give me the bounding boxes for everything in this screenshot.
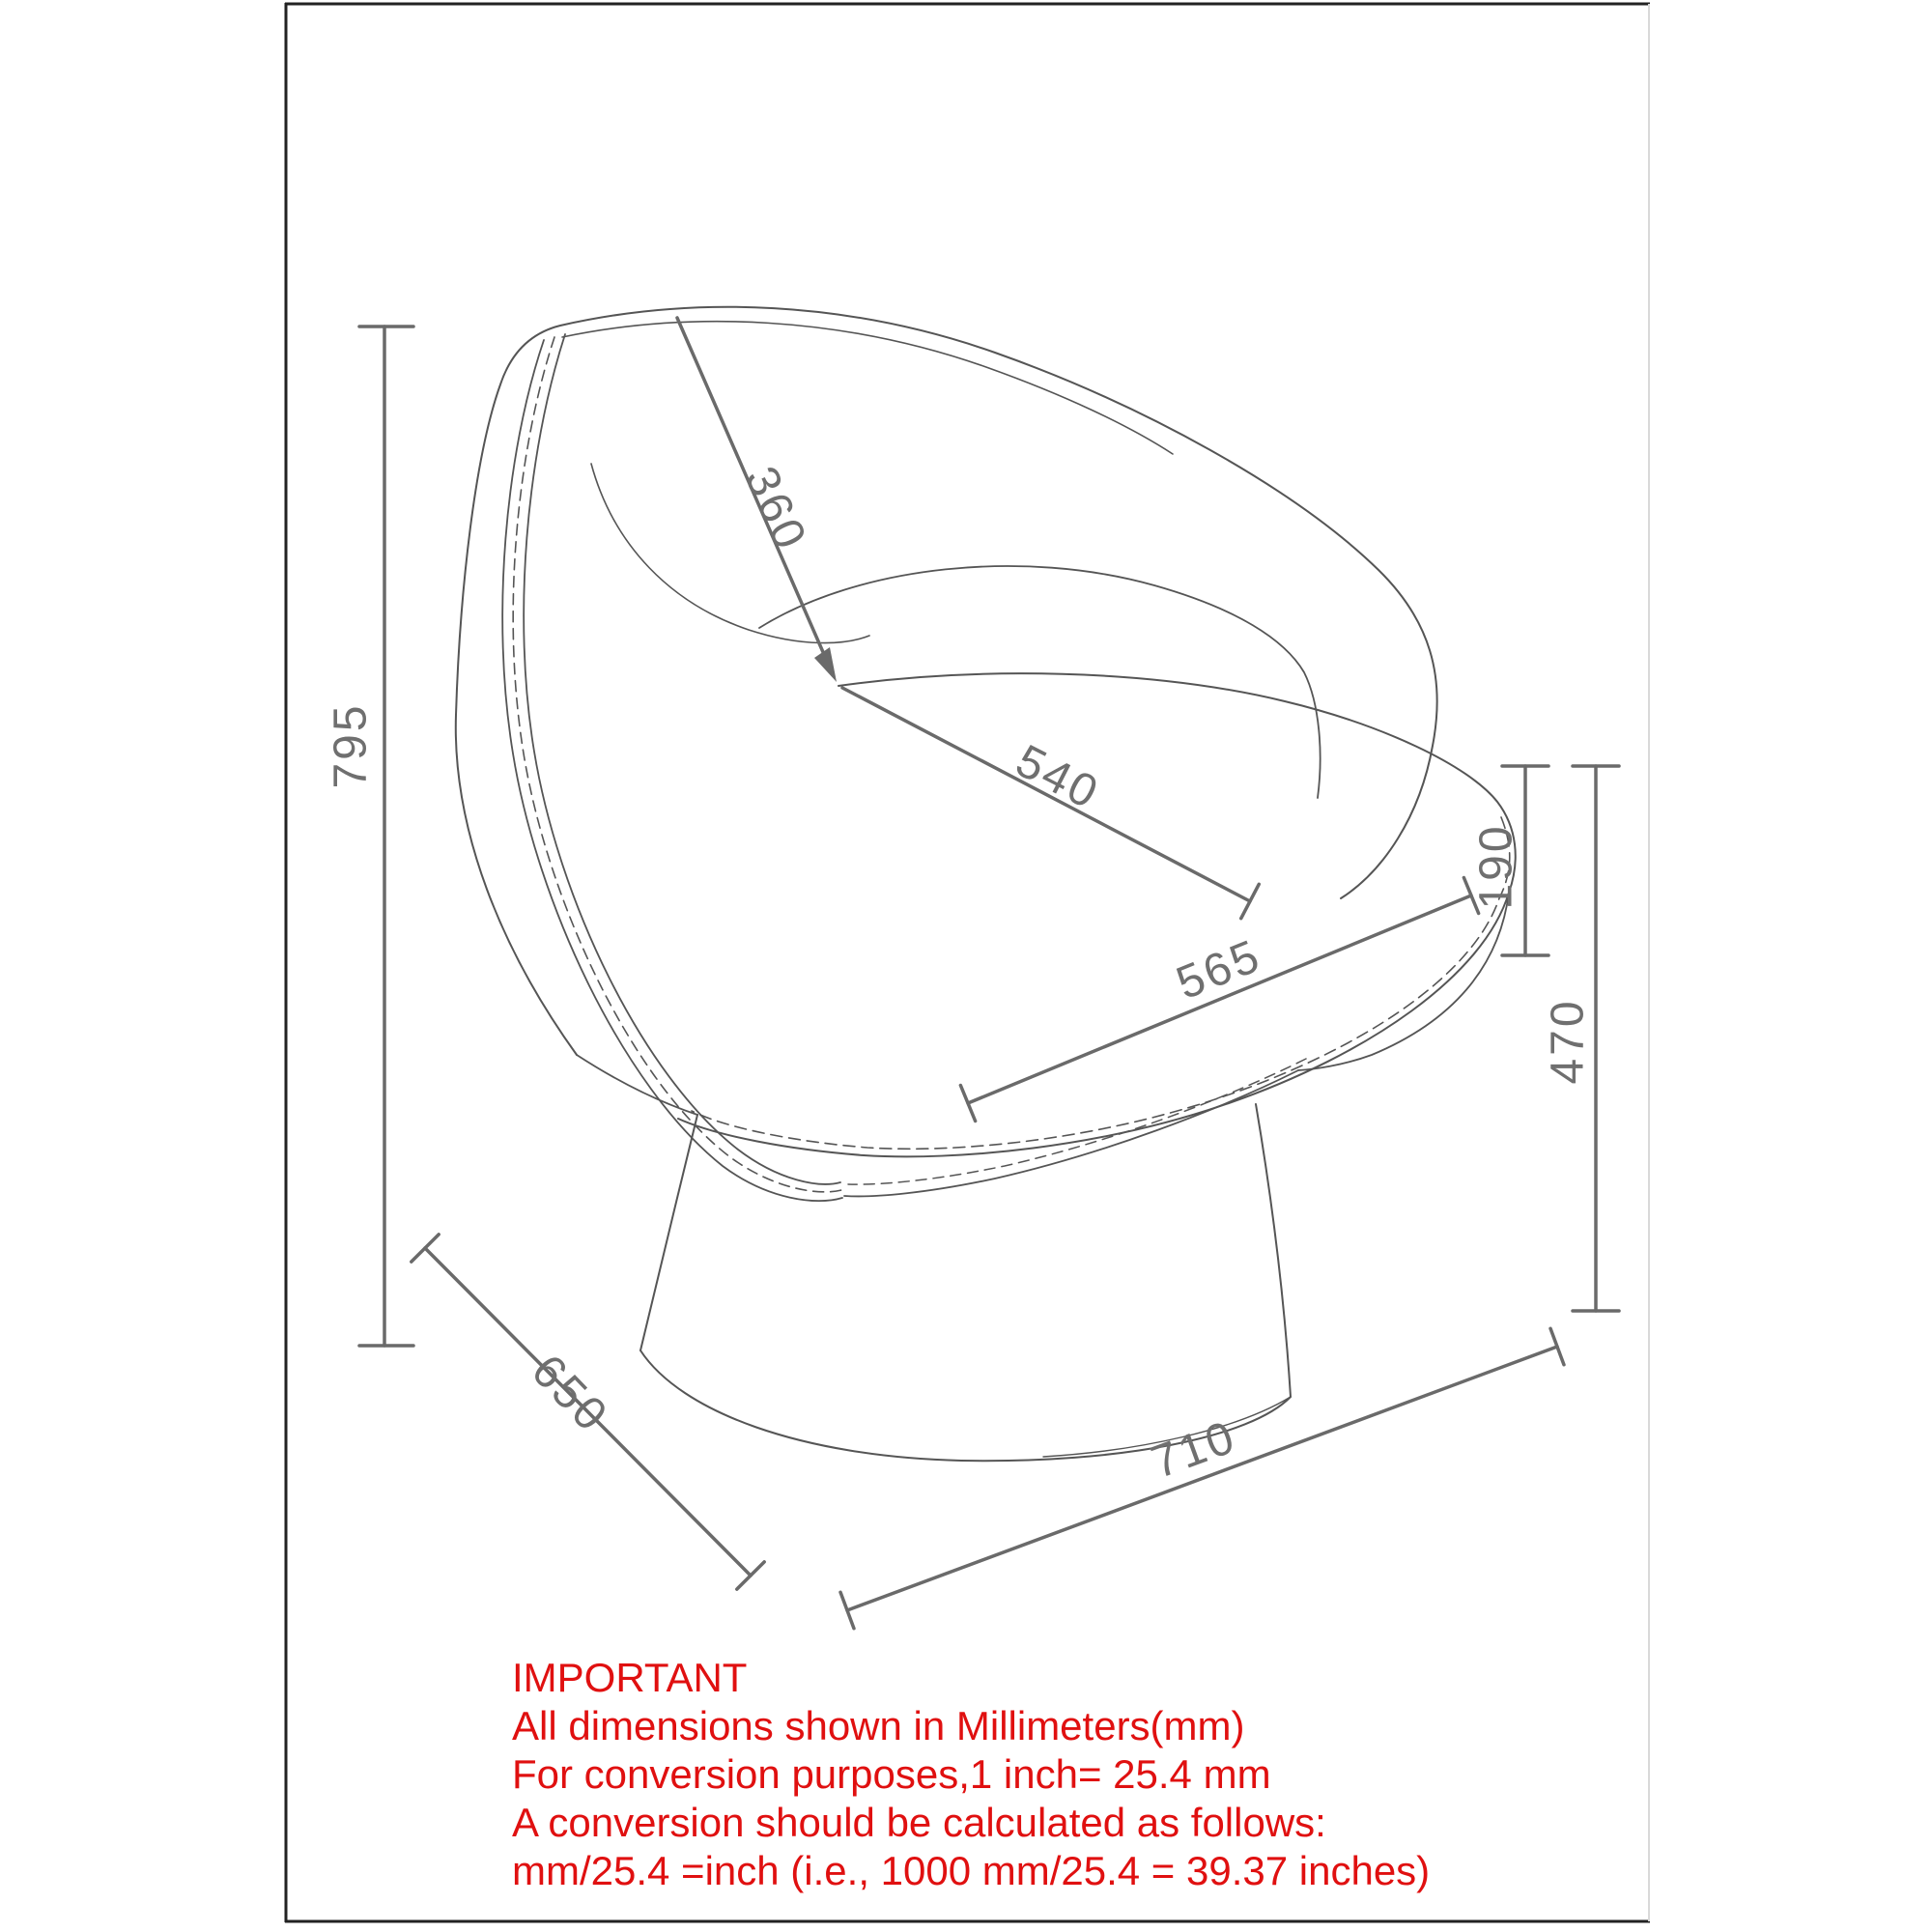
sheet-border (285, 3, 1650, 1922)
chair-side-panel-bottom (577, 1055, 697, 1115)
dimension-label-565: 565 (1169, 929, 1269, 1010)
chair-left-piping-outer (502, 340, 842, 1201)
notice-line: For conversion purposes,1 inch= 25.4 mm (512, 1751, 1271, 1797)
chair-back-outline (456, 307, 1437, 1055)
notice-line: mm/25.4 =inch (i.e., 1000 mm/25.4 = 39.37 inches) (512, 1848, 1431, 1893)
dimension-label-710: 710 (1145, 1410, 1243, 1490)
dimension-line-710 (840, 1328, 1564, 1628)
dimension-label-795: 795 (325, 702, 377, 789)
dimension-label-470: 470 (1542, 998, 1594, 1085)
notice-heading: IMPORTANT (512, 1655, 748, 1700)
chair-left-piping-inner (524, 334, 840, 1184)
notice-line: All dimensions shown in Millimeters(mm) (512, 1703, 1245, 1748)
chair-seat-top (678, 673, 1516, 1156)
units-notice (512, 1654, 1430, 1895)
dimension-line-565 (960, 878, 1478, 1122)
dimension-line-795 (359, 327, 413, 1346)
dimension-label-360: 360 (734, 459, 817, 559)
chair-seat-bottom-edge (844, 1070, 1298, 1196)
dimension-label-650: 650 (521, 1345, 619, 1443)
chair-seat-front-stitch (692, 817, 1510, 1149)
chair-back-top-seam (562, 322, 1173, 454)
chair-left-piping-stitch (513, 337, 841, 1192)
chair-seat-right-corner (1298, 893, 1509, 1070)
notice-line: A conversion should be calculated as follows: (512, 1800, 1326, 1845)
dimension-label-190: 190 (1470, 823, 1522, 910)
base-cone-left-edge (640, 1115, 697, 1350)
chair-inner-back-seam (591, 464, 869, 643)
base-cone-right-edge (1256, 1104, 1291, 1397)
chair-seat-bottom-stitch (848, 1059, 1306, 1184)
dimension-label-540: 540 (1008, 735, 1108, 820)
